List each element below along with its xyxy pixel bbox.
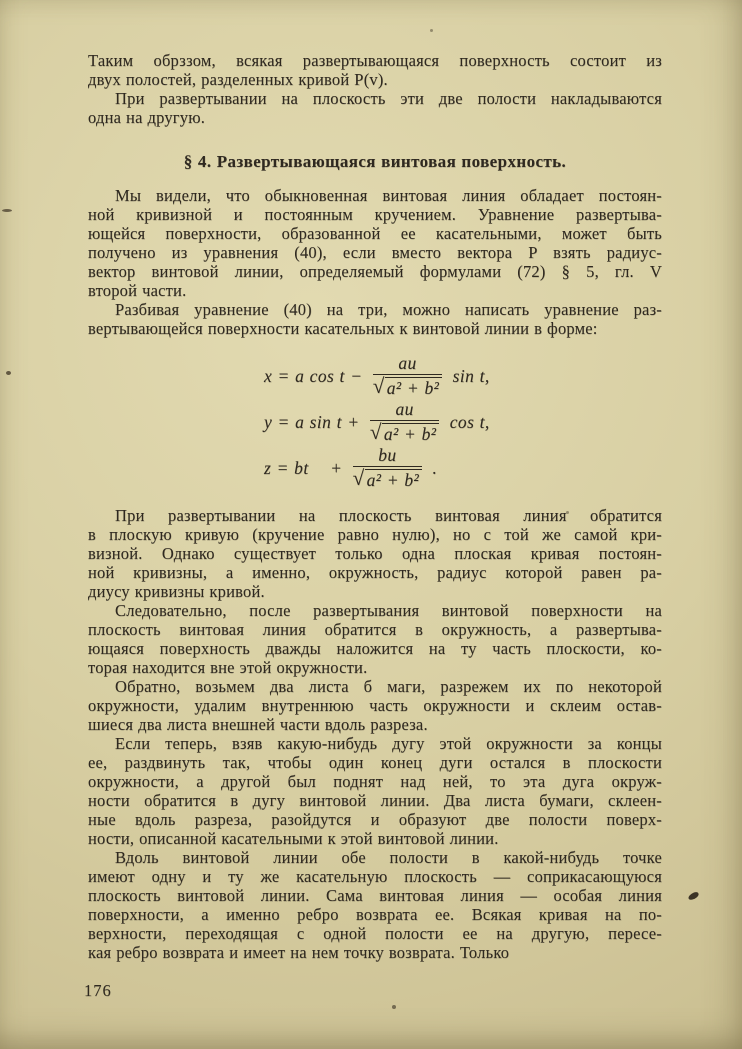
paragraph xyxy=(88,734,662,848)
text-line: верхности, переходящая с одной полости ее на другую, пересе- xyxy=(88,924,662,943)
text-line: ные вдоль разреза, разойдутся и образуют две полости поверх- xyxy=(88,810,662,829)
text-line: имеют одну и ту же касательную плоскость — соприкасающуюся xyxy=(88,867,662,886)
text-line: ной кривизны, а именно, окружность, радиус которой равен ра- xyxy=(88,563,662,582)
text-line: Разбивая уравнение (40) на три, можно написать уравнение раз- xyxy=(115,300,662,319)
text-line: окружности, удалим внутреннюю часть окружности и склеим остав- xyxy=(88,696,662,715)
fraction-denominator xyxy=(373,375,443,399)
fraction xyxy=(373,354,443,399)
text-line: второй части. xyxy=(88,281,187,300)
text-line: Таким обрззом, всякая развертывающаяся поверхность состоит из xyxy=(88,51,662,70)
radicand: a² + b² xyxy=(382,423,440,444)
text-line: Мы видели, что обыкновенная винтовая линия обладает постоян- xyxy=(115,186,662,205)
page-number: 176 xyxy=(84,981,112,1000)
paragraph xyxy=(88,186,662,300)
text-line: визной. Однако существует только одна плоская кривая постоян- xyxy=(88,544,662,563)
equation-left-side: y = a sin t + xyxy=(264,411,365,432)
equation xyxy=(264,445,662,491)
text-line: Если теперь, взяв какую-нибудь дугу этой окружности за концы xyxy=(115,734,662,753)
text-line: поверхности, а именно ребро возврата ее. Всякая кривая на по- xyxy=(88,905,662,924)
text-line: Обратно, возьмем два листа б маги, разрежем их по некоторой xyxy=(115,677,662,696)
fraction-denominator xyxy=(370,421,440,445)
ink-smudge xyxy=(687,891,700,901)
radicand: a² + b² xyxy=(385,377,443,398)
text-line: ющаяся поверхность дважды наложится на ту часть плоскости, ко- xyxy=(88,639,662,658)
fraction-numerator: au xyxy=(370,400,440,421)
paragraph xyxy=(88,51,662,89)
text-line: ющейся поверхности, образованной ее касательными, может быть xyxy=(88,224,662,243)
text-line: При развертывании на плоскость эти две полости накладываются xyxy=(115,89,662,108)
text-line: вертывающейся поверхности касательных к винтовой линии в форме: xyxy=(88,319,598,338)
section-heading: § 4. Развертывающаяся винтовая поверхность. xyxy=(183,152,567,171)
text-line: шиеся два листа внешней части вдоль разреза. xyxy=(88,715,428,734)
text-line: окружности, а другой был поднят над ней, то эта дуга окруж- xyxy=(88,772,662,791)
paper-speck xyxy=(6,371,11,375)
text-line: в плоскую кривую (кручение равно нулю), но с той же самой кри- xyxy=(88,525,662,544)
radical-sign: √ xyxy=(369,419,382,444)
text-line: плоскость винтовой линии. Сама винтовая линия — особая линия xyxy=(88,886,662,905)
text-line: ной кривизной и постоянным кручением. Уравнение развертыва- xyxy=(88,205,662,224)
fraction xyxy=(370,400,440,445)
equation-left-side: x = a cos t − xyxy=(264,365,368,386)
radical-sign: √ xyxy=(352,465,365,490)
radicand: a² + b² xyxy=(365,469,423,490)
text-line: Следовательно, после развертывания винтовой поверхности на xyxy=(115,601,662,620)
paper-speck xyxy=(392,1005,396,1009)
paper-speck xyxy=(2,209,12,212)
radical-sign: √ xyxy=(372,373,385,398)
equation-right-side: sin t, xyxy=(447,365,490,386)
paragraph xyxy=(88,601,662,677)
paragraph xyxy=(88,89,662,127)
fraction xyxy=(353,446,423,491)
paper-speck xyxy=(566,511,569,514)
equation-block xyxy=(264,353,662,491)
text-line: ности, описанной касательными к этой винтовой линии. xyxy=(88,829,499,848)
text-line: получено из уравнения (40), если вместо вектора P взять радиус- xyxy=(88,243,662,262)
text-line: Вдоль винтовой линии обе полости в какой-нибудь точке xyxy=(115,848,662,867)
paragraph xyxy=(88,506,662,601)
paragraph xyxy=(88,677,662,734)
text-line: диусу кривизны кривой. xyxy=(88,582,265,601)
equation-left-side: z = bt + xyxy=(264,457,348,478)
equation xyxy=(264,399,662,445)
equation-right-side: cos t, xyxy=(444,411,490,432)
text-line: торая находится вне этой окружности. xyxy=(88,658,368,677)
equation-right-side: . xyxy=(427,457,438,478)
fraction-numerator: bu xyxy=(353,446,423,467)
text-line: кая ребро возврата и имеет на нем точку возврата. Только xyxy=(88,943,510,962)
text-line: двух полостей, разделенных кривой P(v). xyxy=(88,70,388,89)
paper-speck xyxy=(430,29,433,32)
fraction-numerator: au xyxy=(373,354,443,375)
page-text-block xyxy=(88,51,662,962)
fraction-denominator xyxy=(353,467,423,491)
paragraph xyxy=(88,300,662,338)
text-line: ности обратится в дугу винтовой линии. Два листа бумаги, склеен- xyxy=(88,791,662,810)
paragraph xyxy=(88,848,662,962)
text-line: одна на другую. xyxy=(88,108,206,127)
text-line: ее, раздвинуть так, чтобы один конец дуги остался в плоскости xyxy=(88,753,662,772)
text-line: плоскость винтовая линия обратится в окружность, а развертыва- xyxy=(88,620,662,639)
text-line: вектор винтовой линии, определяемый формулами (72) § 5, гл. V xyxy=(88,262,662,281)
equation xyxy=(264,353,662,399)
text-line: При развертывании на плоскость винтовая линия обратится xyxy=(115,506,662,525)
